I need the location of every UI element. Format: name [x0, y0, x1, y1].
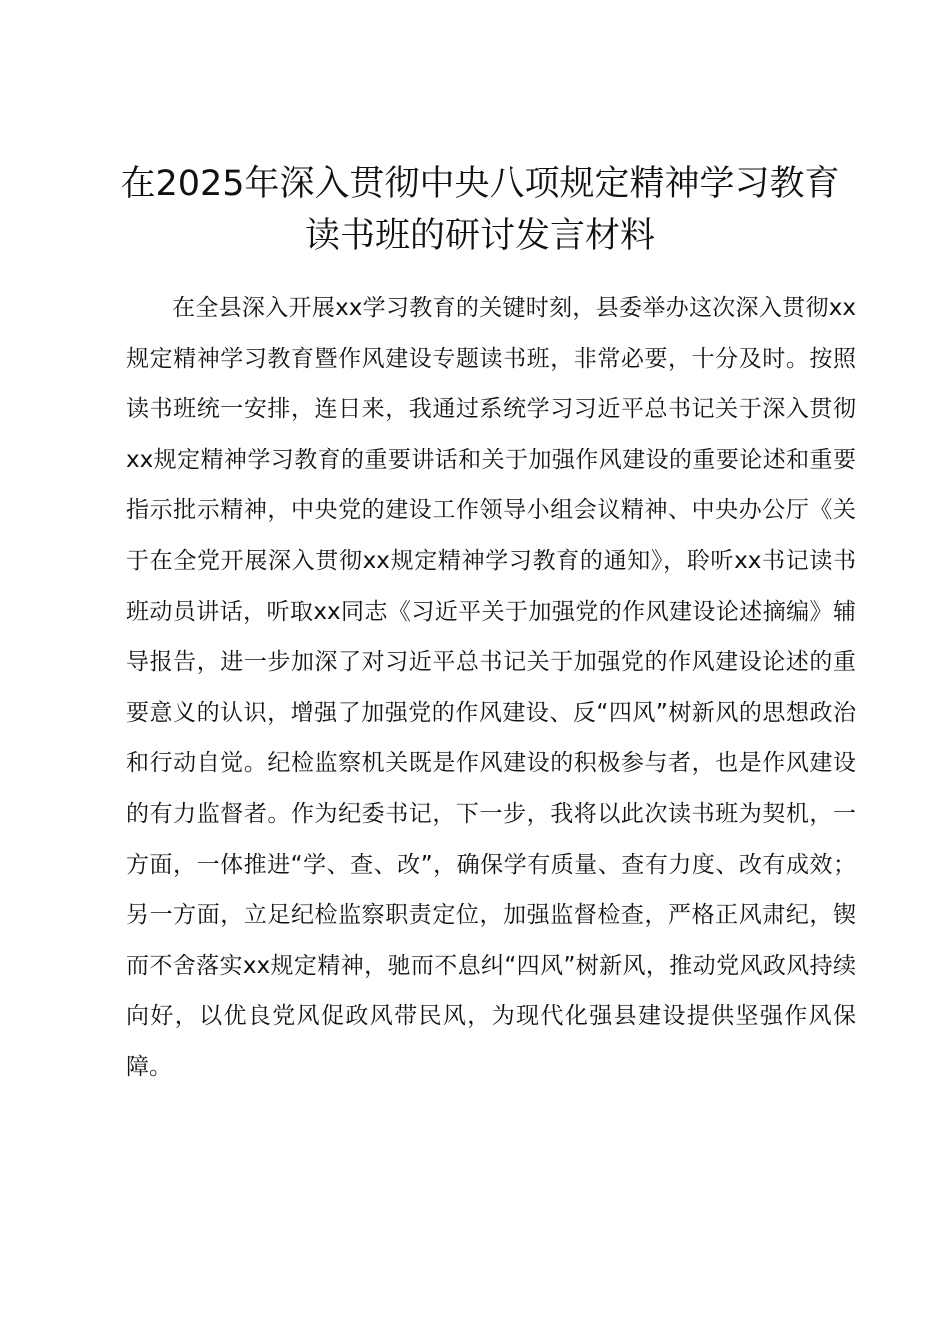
document-title: 在2025年深入贯彻中央八项规定精神学习教育读书班的研讨发言材料	[120, 164, 840, 256]
body-paragraph: 在全县深入开展xx学习教育的关键时刻，县委举办这次深入贯彻xx规定精神学习教育暨作风建设专题读书班，非常必要，十分及时。按照读书班统一安排，连日来，我通过系统学习习近平总书记关于深入贯彻xx规定精神学习教育的重要讲话和关于加强作风建设的重要论述和重要指示批示精神，中央党的建设工作领导小组会议精神、中央办公厅《关于在全党开展深入贯彻xx规定精神学习教育的通知》，聆听xx书记读书班动员讲话，听取xx同志《习近平关于加强党的作风建设论述摘编》辅导报告，进一步加深了对习近平总书记关于加强党的作风建设论述的重要意义的认识，增强了加强党的作风建设、反“四风”树新风的思想政治和行动自觉。纪检监察机关既是作风建设的积极参与者，也是作风建设的有力监督者。作为纪委书记，下一步，我将以此次读书班为契机，一方面，一体推进“学、查、改”，确保学有质量、查有力度、改有成效；另一方面，立足纪检监察职责定位，加强监督检查，严格正风肃纪，锲而不舍落实xx规定精神，驰而不息纠“四风”树新风，推动党风政风持续向好，以优良党风促政风带民风，为现代化强县建设提供坚强作风保障。	[126, 295, 856, 1080]
